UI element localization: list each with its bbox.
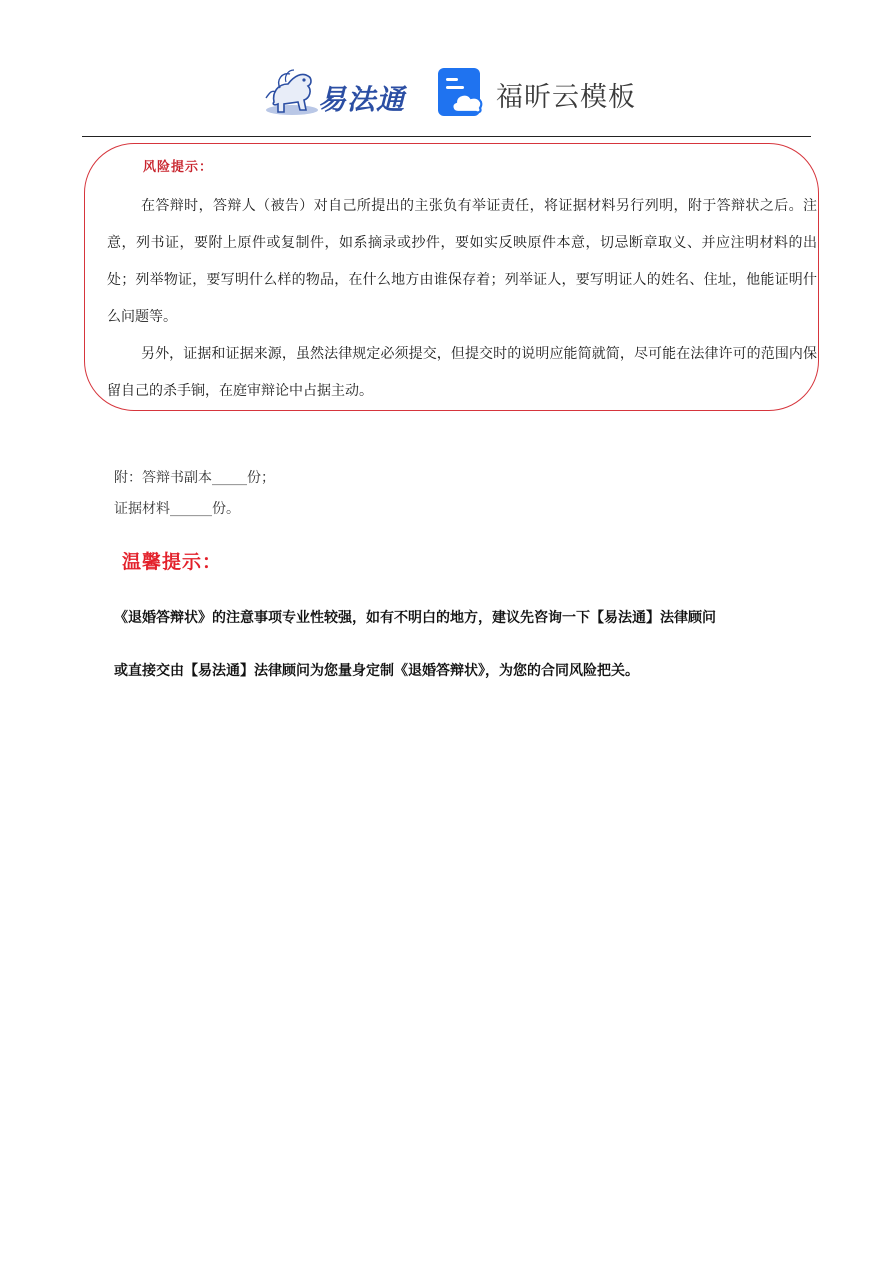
yifatong-brand-text: 易法通	[318, 83, 406, 116]
cloud-document-logo-icon	[436, 66, 490, 118]
attachments-section	[114, 463, 275, 525]
warm-tip-title: 温馨提示：	[122, 551, 223, 573]
risk-paragraph-2: 另外，证据和证据来源，虽然法律规定必须提交，但提交时的说明应能简就简，尽可能在法律许可的范围内保留自己的杀手锏，在庭审辩论中占据主动。	[107, 346, 817, 399]
warm-tip-body	[114, 600, 804, 706]
page-header	[82, 56, 811, 137]
risk-paragraph-1: 在答辩时，答辩人（被告）对自己所提出的主张负有举证责任，将证据材料另行列明，附于答辩状之后。注意，列书证，要附上原件或复制件，如系摘录或抄件，要如实反映原件本意，切忌断章取义、并应注明材料的出处；列举物证，要写明什么样的物品，在什么地方由谁保存着；列举证人，要写明证人的姓名、住址，他能证明什么问题等。	[107, 198, 817, 325]
warm-tip-line-2: 或直接交由【易法通】法律顾问为您量身定制《退婚答辩状》，为您的合同风险把关。	[114, 663, 639, 679]
risk-notice-box	[84, 143, 819, 411]
warm-tip-line-1: 《退婚答辩状》的注意事项专业性较强，如有不明白的地方，建议先咨询一下【易法通】法律顾问	[114, 610, 716, 626]
risk-notice-title: 风险提示：	[143, 160, 214, 175]
qilin-logo-icon	[262, 62, 322, 120]
fuxin-logo	[436, 66, 656, 118]
risk-notice-body	[107, 188, 817, 410]
yifatong-logo	[262, 62, 412, 120]
attachment-evidence-line: 证据材料______份。	[114, 501, 240, 517]
attachment-copies-line: 附：答辩书副本_____份；	[114, 470, 275, 486]
fuxin-brand-text: 福昕云模板	[496, 82, 636, 113]
